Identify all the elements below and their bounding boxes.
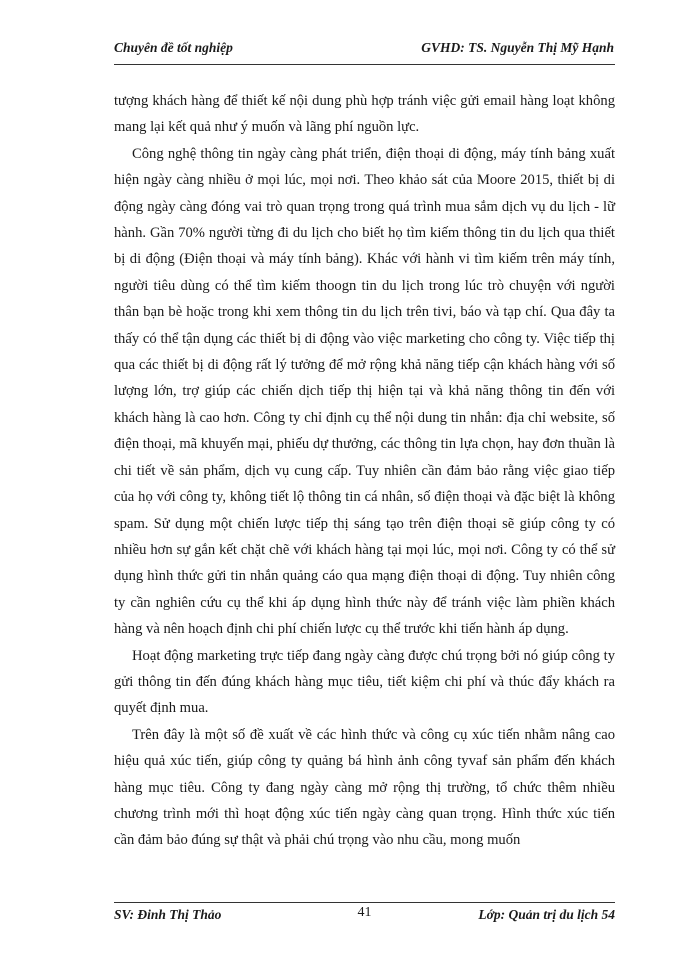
document-body (114, 88, 615, 854)
paragraph-summary: Trên đây là một số đề xuất về các hình thức và công cụ xúc tiến nhằm nâng cao hiệu quả xúc tiến, giúp công ty quảng bá hình ảnh công tyvaf sản phẩm đến khách hàng mục tiêu. Công ty đang ngày càng mở rộng thị trường, tổ chức thêm nhiều chương trình mới thì hoạt động xúc tiến ngày càng quan trọng. Hình thức xúc tiến cần đảm bảo đúng sự thật và phải chú trọng vào nhu cầu, mong muốn (114, 726, 615, 849)
header-advisor: GVHD: TS. Nguyễn Thị Mỹ Hạnh (421, 40, 614, 55)
page-header (114, 40, 614, 60)
paragraph-continuation: tượng khách hàng để thiết kế nội dung phù hợp tránh việc gửi email hàng loạt không mang lại kết quả như ý muốn và lãng phí nguồn lực. (114, 93, 615, 136)
paragraph-direct-marketing: Hoạt động marketing trực tiếp đang ngày càng được chú trọng bởi nó giúp công ty gửi thông tin đến đúng khách hàng mục tiêu, tiết kiệm chi phí và thúc đẩy khách ra quyết định mua. (114, 647, 615, 717)
paragraph-mobile-marketing: Công nghệ thông tin ngày càng phát triển, điện thoại di động, máy tính bảng xuất hiện ngày càng nhiều ở mọi lúc, mọi nơi. Theo khảo sát của Moore 2015, thiết bị di động ngày càng đóng vai trò quan trọng trong quá trình mua sắm dịch vụ du lịch - lữ hành. Gần 70% người từng đi du lịch cho biết họ tìm kiếm thông tin du lịch qua thiết bị di động (Điện thoại và máy tính bảng). Khác với hành vi tìm kiếm trên máy tính, người tiêu dùng có thể tìm kiếm thoogn tin du lịch trong lúc trò chuyện với người thân bạn bè hoặc trong khi xem thông tin du lịch trên tivi, báo và tạp chí. Qua đây ta thấy có thể tận dụng các thiết bị di động vào việc marketing cho công ty. Việc tiếp thị qua các thiết bị di động rất lý tưởng để mở rộng khả năng tiếp cận khách hàng với số lượng lớn, trợ giúp các chiến dịch tiếp thị hiện tại và khả năng thông tin đến với khách hàng là cao hơn. Công ty chỉ định cụ thể nội dung tin nhắn: địa chỉ website, số điện thoại, mã khuyến mại, phiếu dự thưởng, các thông tin lựa chọn, hay đơn thuần là chi tiết về sản phẩm, dịch vụ cung cấp. Tuy nhiên cần đảm bảo rằng việc giao tiếp của họ với công ty, không tiết lộ thông tin cá nhân, số điện thoại và đặc biệt là không spam. Sử dụng một chiến lược tiếp thị sáng tạo trên điện thoại sẽ giúp công ty có nhiều hơn sự gắn kết chặt chẽ với khách hàng tại mọi lúc, mọi nơi. Công ty có thể sử dụng hình thức gửi tin nhắn quảng cáo qua mạng điện thoại di động. Tuy nhiên công ty cần nghiên cứu cụ thể khi áp dụng hình thức này để tránh việc làm phiền khách hàng và nên hoạch định chi phí chiến lược cụ thể trước khi tiến hành áp dụng. (114, 145, 615, 638)
footer-class: Lớp: Quản trị du lịch 54 (478, 907, 615, 922)
header-divider (114, 64, 615, 65)
footer-divider (114, 902, 615, 903)
header-title: Chuyên đề tốt nghiệp (114, 40, 233, 55)
footer-student: SV: Đinh Thị Thảo (114, 907, 222, 922)
page-footer (114, 907, 615, 927)
page-number: 41 (357, 905, 372, 920)
